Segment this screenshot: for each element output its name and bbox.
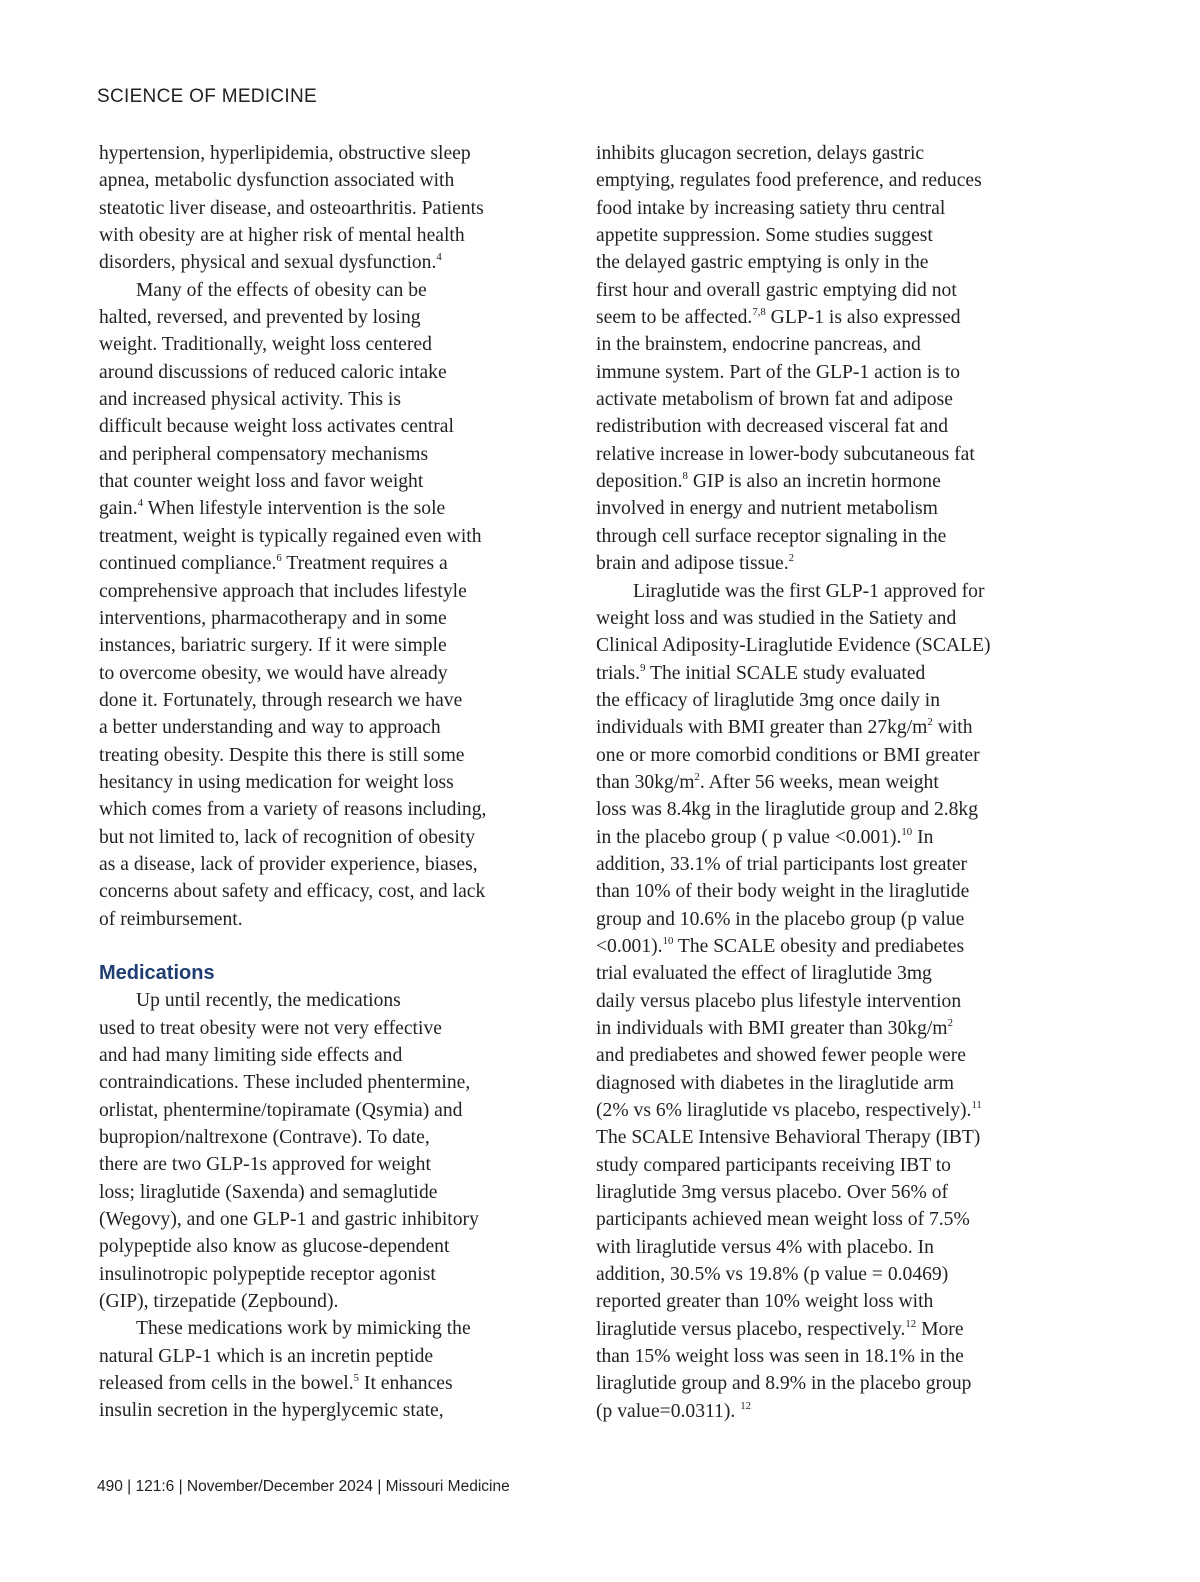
text-line [596, 468, 1041, 495]
line-text-continued: GLP-1 is also expressed [765, 307, 961, 329]
paragraph [596, 140, 1041, 578]
citation-superscript: 5 [353, 1372, 360, 1385]
text-line: emptying, regulates food preference, and reduces [596, 170, 982, 192]
text-line: used to treat obesity were not very effective [99, 1017, 442, 1039]
text-line: a better understanding and way to approach [99, 717, 441, 739]
line-text: continued compliance. [99, 553, 277, 575]
citation-superscript: 2 [788, 552, 795, 565]
text-line: participants achieved mean weight loss of 7.5% [596, 1209, 970, 1231]
line-text: <0.001). [596, 935, 663, 957]
text-line: around discussions of reduced caloric intake [99, 361, 447, 383]
text-line: natural GLP-1 which is an incretin peptide [99, 1345, 434, 1367]
text-line: and peripheral compensatory mechanisms [99, 443, 429, 465]
text-line: with liraglutide versus 4% with placebo. In [596, 1236, 934, 1258]
text-line: interventions, pharmacotherapy and in some [99, 607, 447, 629]
text-line [596, 1015, 1041, 1042]
text-line [596, 550, 1041, 577]
text-line: food intake by increasing satiety thru central [596, 197, 946, 219]
line-text: deposition. [596, 471, 683, 493]
paragraph [596, 578, 1041, 1426]
text-line [99, 550, 544, 577]
spacer [99, 933, 544, 960]
text-line: insulinotropic polypeptide receptor agonist [99, 1263, 436, 1285]
paragraph [99, 277, 544, 933]
citation-superscript: 4 [436, 251, 442, 264]
text-line: Clinical Adiposity-Liraglutide Evidence (SCALE) [596, 635, 991, 657]
text-line: polypeptide also know as glucose-dependent [99, 1236, 450, 1258]
citation-superscript: 12 [905, 1317, 917, 1330]
text-line [99, 495, 544, 522]
left-column [99, 140, 544, 1425]
line-text-continued: When lifestyle intervention is the sole [143, 498, 446, 520]
text-line: loss was 8.4kg in the liraglutide group and 2.8kg [596, 799, 979, 821]
text-line: diagnosed with diabetes in the liraglutide arm [596, 1072, 955, 1094]
citation-superscript: 6 [276, 552, 282, 565]
text-line: as a disease, lack of provider experience, biases, [99, 853, 478, 875]
text-line: done it. Fortunately, through research we have [99, 689, 463, 711]
line-text: in individuals with BMI greater than 30kg/m [596, 1018, 948, 1039]
line-text-continued: It enhances [359, 1373, 453, 1395]
text-line [596, 1097, 1041, 1124]
citation-superscript: 4 [137, 497, 144, 510]
line-text: trials. [596, 662, 641, 684]
text-line: orlistat, phentermine/topiramate (Qsymia) and [99, 1099, 463, 1121]
right-column [596, 140, 1041, 1425]
line-text: brain and adipose tissue. [596, 553, 789, 575]
text-line [596, 1316, 1041, 1343]
line-text: gain. [99, 498, 138, 520]
text-line [596, 824, 1041, 851]
text-line: steatotic liver disease, and osteoarthritis. Patients [99, 197, 484, 219]
text-line: daily versus placebo plus lifestyle intervention [596, 990, 962, 1012]
text-line [596, 660, 1041, 687]
text-line: and prediabetes and showed fewer people were [596, 1045, 966, 1067]
line-text-continued: More [916, 1318, 964, 1340]
text-line: weight. Traditionally, weight loss centered [99, 334, 432, 356]
citation-superscript: 10 [901, 825, 913, 838]
paragraph [99, 140, 544, 277]
text-line: that counter weight loss and favor weight [99, 471, 424, 493]
line-text: liraglutide versus placebo, respectively. [596, 1318, 906, 1340]
text-line: involved in energy and nutrient metabolism [596, 498, 938, 520]
citation-superscript: 2 [947, 1016, 953, 1029]
text-line: treatment, weight is typically regained even with [99, 525, 482, 547]
text-line: weight loss and was studied in the Satiety and [596, 607, 957, 629]
text-line: addition, 30.5% vs 19.8% (p value = 0.0469) [596, 1264, 949, 1286]
page-footer: 490 | 121:6 | November/December 2024 | Missouri Medicine [97, 1478, 510, 1495]
section-label: SCIENCE OF MEDICINE [97, 86, 317, 107]
text-line: immune system. Part of the GLP-1 action is to [596, 361, 961, 383]
citation-superscript: 10 [662, 934, 674, 947]
paragraph [99, 987, 544, 1315]
text-line: and increased physical activity. This is [99, 389, 401, 411]
text-line: study compared participants receiving IBT to [596, 1154, 951, 1176]
text-line: first hour and overall gastric emptying did not [596, 279, 957, 301]
line-text: individuals with BMI greater than 27kg/m [596, 717, 928, 739]
text-line: bupropion/naltrexone (Contrave). To date, [99, 1127, 430, 1149]
text-line: difficult because weight loss activates central [99, 416, 454, 438]
text-line: instances, bariatric surgery. If it were simple [99, 635, 447, 657]
text-line: but not limited to, lack of recognition of obesity [99, 826, 476, 848]
text-line: of reimbursement. [99, 908, 243, 930]
paragraph [99, 1315, 544, 1424]
text-line: inhibits glucagon secretion, delays gastric [596, 143, 925, 164]
text-line: the efficacy of liraglutide 3mg once daily in [596, 689, 941, 711]
text-line: trial evaluated the effect of liraglutide 3mg [596, 963, 932, 985]
text-line [596, 769, 1041, 796]
text-line: and had many limiting side effects and [99, 1045, 403, 1066]
line-text-continued: In [912, 826, 934, 848]
text-line: relative increase in lower-body subcutaneous fat [596, 443, 975, 465]
text-line: reported greater than 10% weight loss with [596, 1291, 934, 1313]
text-line: These medications work by mimicking the [136, 1318, 471, 1340]
text-line: than 10% of their body weight in the liraglutide [596, 881, 970, 903]
text-line: treating obesity. Despite this there is still some [99, 744, 465, 766]
line-text: seem to be affected. [596, 307, 753, 329]
text-line [99, 249, 544, 276]
text-line: concerns about safety and efficacy, cost, and lack [99, 881, 486, 903]
text-line: than 15% weight loss was seen in 18.1% in the [596, 1346, 964, 1368]
text-line: insulin secretion in the hyperglycemic state, [99, 1400, 444, 1422]
citation-superscript: 11 [971, 1098, 982, 1111]
text-line: hesitancy in using medication for weight loss [99, 771, 454, 793]
text-line: there are two GLP-1s approved for weight [99, 1154, 431, 1176]
line-text: in the placebo group ( p value <0.001). [596, 826, 902, 848]
text-line: through cell surface receptor signaling in the [596, 525, 947, 547]
line-text: (2% vs 6% liraglutide vs placebo, respectively). [596, 1100, 972, 1122]
line-text-continued: GIP is also an incretin hormone [687, 471, 941, 493]
text-line [596, 1398, 1041, 1425]
text-line: (GIP), tirzepatide (Zepbound). [99, 1291, 339, 1313]
line-text: released from cells in the bowel. [99, 1373, 354, 1395]
text-line: liraglutide group and 8.9% in the placebo group [596, 1373, 972, 1395]
section-heading-medications: Medications [99, 961, 215, 984]
text-line: (Wegovy), and one GLP-1 and gastric inhibitory [99, 1209, 479, 1231]
citation-superscript: 9 [640, 661, 646, 674]
text-line: Many of the effects of obesity can be [136, 279, 427, 301]
text-line: hypertension, hyperlipidemia, obstructive sleep [99, 143, 471, 164]
line-text-continued: Treatment requires a [281, 553, 448, 575]
citation-superscript: 2 [927, 716, 933, 729]
line-text: disorders, physical and sexual dysfunction. [99, 252, 437, 274]
text-line: to overcome obesity, we would have already [99, 662, 448, 684]
text-line: addition, 33.1% of trial participants lost greater [596, 853, 968, 875]
text-line: apnea, metabolic dysfunction associated with [99, 170, 455, 192]
line-text-continued: with [932, 717, 973, 739]
citation-superscript: 7,8 [752, 305, 766, 318]
citation-superscript: 2 [694, 770, 700, 783]
citation-superscript: 8 [682, 470, 688, 483]
text-line: the delayed gastric emptying is only in the [596, 252, 929, 274]
text-line [99, 1370, 544, 1397]
text-line: liraglutide 3mg versus placebo. Over 56% of [596, 1182, 949, 1204]
line-text: (p value=0.0311). [596, 1400, 741, 1422]
text-line: with obesity are at higher risk of mental health [99, 225, 465, 247]
text-line: one or more comorbid conditions or BMI greater [596, 744, 980, 766]
text-line: Liraglutide was the first GLP-1 approved for [633, 580, 985, 602]
text-line: contraindications. These included phentermine, [99, 1072, 471, 1094]
text-line: Up until recently, the medications [136, 990, 401, 1012]
text-line: which comes from a variety of reasons including, [99, 799, 487, 821]
text-line: loss; liraglutide (Saxenda) and semaglutide [99, 1181, 438, 1203]
line-text: than 30kg/m [596, 771, 695, 793]
citation-superscript: 12 [740, 1399, 751, 1412]
line-text-continued: The initial SCALE study evaluated [645, 662, 926, 684]
text-line: appetite suppression. Some studies suggest [596, 225, 933, 247]
line-text-continued: The SCALE obesity and prediabetes [673, 935, 965, 957]
text-line [596, 304, 1041, 331]
text-line: in the brainstem, endocrine pancreas, and [596, 334, 921, 356]
text-line: group and 10.6% in the placebo group (p value [596, 908, 965, 930]
text-line: The SCALE Intensive Behavioral Therapy (IBT) [596, 1127, 981, 1149]
text-line: redistribution with decreased visceral fat and [596, 416, 949, 438]
text-line [596, 714, 1041, 741]
line-text-continued: . After 56 weeks, mean weight [699, 771, 939, 793]
text-line [596, 933, 1041, 960]
text-line: comprehensive approach that includes lifestyle [99, 580, 467, 602]
text-line: halted, reversed, and prevented by losing [99, 307, 421, 329]
text-line: activate metabolism of brown fat and adipose [596, 389, 953, 411]
